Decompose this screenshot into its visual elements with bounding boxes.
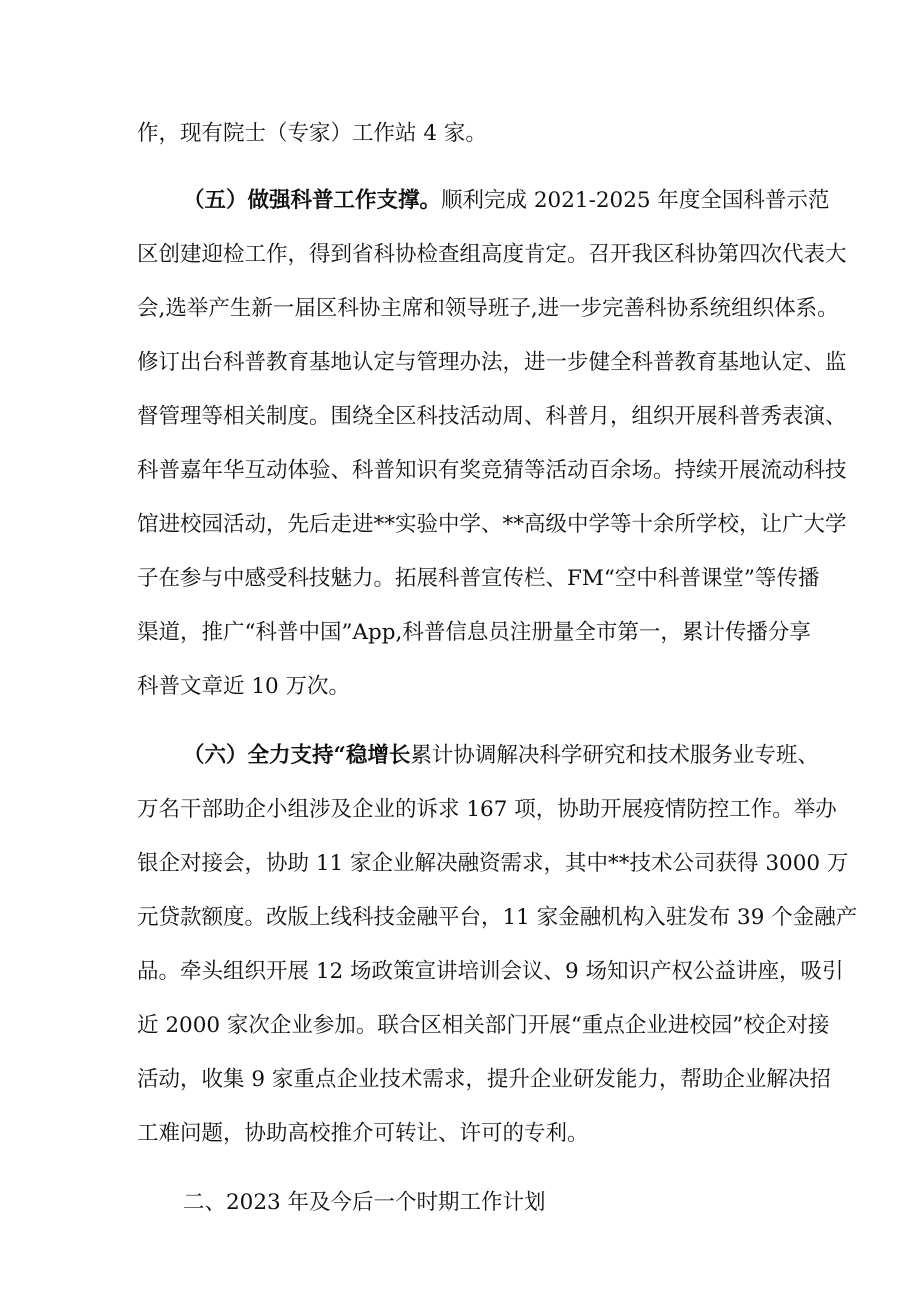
text-line: 会,选举产生新一届区科协主席和领导班子,进一步完善科协系统组织体系。 [137, 296, 839, 321]
text-line: 子在参与中感受科技魅力。拓展科普宣传栏、FM“空中科普课堂”等传播 [137, 566, 820, 591]
paragraph-heading-line [183, 741, 920, 771]
text-line: 科普文章近 10 万次。 [137, 674, 351, 699]
text-line: 近 2000 家次企业参加。联合区相关部门开展“重点企业进校园”校企对接 [137, 1013, 830, 1038]
text-line: 累计协调解决科学研究和技术服务业专班、 [410, 743, 819, 768]
section-heading: （五）做强科普工作支撑。 [183, 188, 442, 213]
section-heading: （六）全力支持“稳增长 [183, 743, 411, 768]
paragraph-heading-line [183, 186, 920, 216]
text-line: 区创建迎检工作，得到省科协检查组高度肯定。召开我区科协第四次代表大 [137, 242, 847, 267]
section-title: 二、2023 年及今后一个时期工作计划 [183, 1190, 546, 1215]
text-line: 万名干部助企小组涉及企业的诉求 167 项，协助开展疫情防控工作。举办 [137, 797, 837, 822]
text-line: 元贷款额度。改版上线科技金融平台，11 家金融机构入驻发布 39 个金融产 [137, 905, 858, 930]
text-line: 作，现有院士（专家）工作站 4 家。 [137, 121, 487, 146]
text-line: 顺利完成 2021-2025 年度全国科普示范 [441, 188, 830, 213]
text-line: 修订出台科普教育基地认定与管理办法，进一步健全科普教育基地认定、监 [137, 350, 847, 375]
text-line: 活动，收集 9 家重点企业技术需求，提升企业研发能力，帮助企业解决招 [137, 1067, 831, 1092]
text-line: 银企对接会，协助 11 家企业解决融资需求，其中**技术公司获得 3000 万 [137, 851, 849, 876]
text-line: 工难问题，协助高校推介可转让、许可的专利。 [137, 1121, 589, 1146]
text-line: 督管理等相关制度。围绕全区科技活动周、科普月，组织开展科普秀表演、 [137, 404, 847, 429]
text-line: 品。牵头组织开展 12 场政策宣讲培训会议、9 场知识产权公益讲座，吸引 [137, 959, 844, 984]
text-line: 渠道，推广“科普中国”App,科普信息员注册量全市第一，累计传播分享 [137, 620, 811, 645]
text-line: 馆进校园活动，先后走进**实验中学、**高级中学等十余所学校，让广大学 [137, 512, 847, 537]
text-line: 科普嘉年华互动体验、科普知识有奖竞猜等活动百余场。持续开展流动科技 [137, 458, 847, 483]
